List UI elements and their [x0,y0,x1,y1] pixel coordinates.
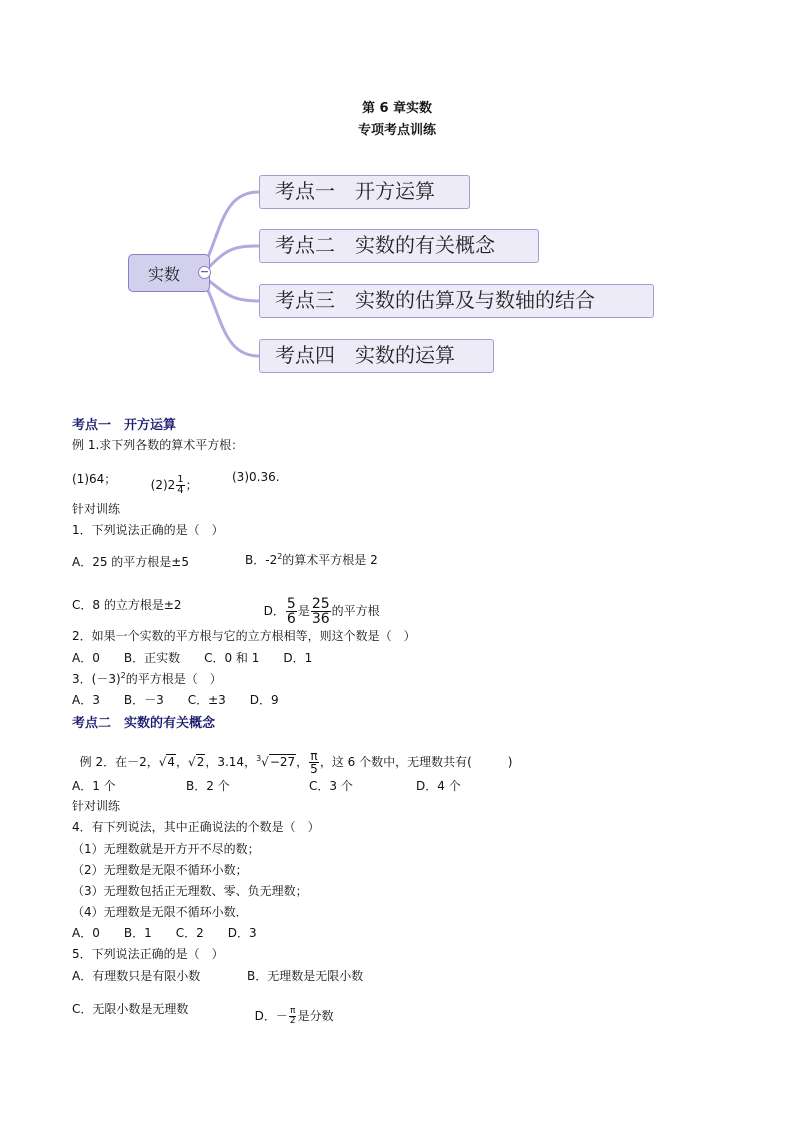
practice-label-2: 针对训练 [72,799,121,813]
question-4: 4．有下列说法，其中正确说法的个数是（ ） [72,820,320,834]
sqrt-icon: √ [158,755,167,769]
mixed-fraction: $\frac{1}{4}$ [177,474,184,496]
question-4-statement-1: （1）无理数就是开方开不尽的数； [72,842,260,856]
question-1-option-b: B．$-2^2$的算术平方根是 2 [245,552,378,567]
mind-map-root-node[interactable]: 实数 [128,254,210,292]
collapse-icon[interactable]: − [199,265,210,278]
example2-option-c: C．3 个 [309,779,353,793]
connector-3 [208,280,259,301]
question-1: 1．下列说法正确的是（ ） [72,523,224,537]
example2-text: 例 2．在－2，√4，√2，3.14，$^3$√−27， $\frac{\pi}{5}$ ，这 6 个数中，无理数共有( ) [79,749,513,776]
question-1-option-d: D． $\frac{5}{6}$ 是 $\frac{25}{36}$ 的平方根 [263,596,380,627]
question-5-option-a: A．有理数只是有限小数 [72,969,201,983]
mind-map [0,0,794,400]
practice-label-1: 针对训练 [72,502,121,516]
document-title: 第 6 章实数 [361,101,433,116]
mind-map-branch-4[interactable]: 考点四 实数的运算 [259,339,494,373]
question-5-option-c: C．无限小数是无理数 [72,1002,189,1016]
question-2-options: A．0 B．正实数 C．0 和 1 D．1 [72,651,313,665]
example2-option-a: A．1 个 [72,779,116,793]
example2-option-d: D．4 个 [416,779,461,793]
example1-text: 例 1.求下列各数的算术平方根： [72,438,244,452]
section2-heading: 考点二 实数的有关概念 [72,716,216,731]
question-4-statement-4: （4）无理数是无限不循环小数． [72,905,248,919]
sqrt-icon: √ [188,755,196,769]
mind-map-branch-2[interactable]: 考点二 实数的有关概念 [259,229,539,263]
question-5-option-d: D．－ $\frac{\pi}{2}$ 是分数 [254,1006,334,1026]
example1-item-1: (1)64； [72,472,117,486]
example2-option-b: B．2 个 [186,779,230,793]
question-2: 2．如果一个实数的平方根与它的立方根相等，则这个数是（ ） [72,629,416,643]
document-subtitle: 专项考点训练 [357,123,436,138]
connector-1 [206,192,259,262]
example1-item-3: (3)0.36. [232,470,280,484]
mind-map-branch-3[interactable]: 考点三 实数的估算及与数轴的结合 [259,284,654,318]
question-4-options: A．0 B．1 C．2 D．3 [72,926,257,940]
question-5: 5．下列说法正确的是（ ） [72,947,224,961]
mind-map-branch-1[interactable]: 考点一 开方运算 [259,175,470,209]
question-1-option-a: A．25 的平方根是±5 [72,555,189,569]
question-5-option-b: B．无理数是无限小数 [247,969,364,983]
example1-item-2: (2)2 $\frac{1}{4}$ ； [150,474,198,496]
question-3: 3．$(-3)^2$的平方根是（ ） [72,671,222,686]
connector-2 [208,246,259,268]
question-4-statement-3: （3）无理数包括正无理数、零、负无理数； [72,884,308,898]
cube-root-icon: √ [261,755,269,769]
question-1-option-c: C．8 的立方根是±2 [72,598,182,612]
section1-heading: 考点一 开方运算 [72,418,177,433]
question-4-statement-2: （2）无理数是无限不循环小数； [72,863,248,877]
question-3-options: A．3 B．－3 C．±3 D．9 [72,693,279,707]
